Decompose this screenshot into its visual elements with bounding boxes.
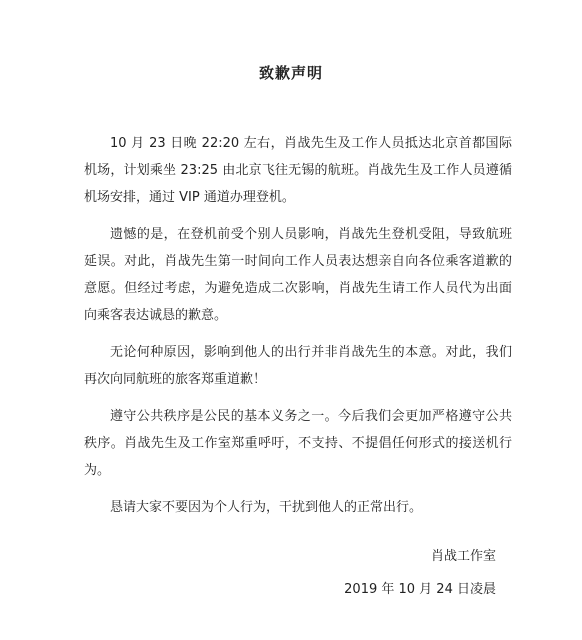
paragraph-5: 恳请大家不要因为个人行为，干扰到他人的正常出行。: [110, 500, 423, 515]
signature-date: 2019 年 10 月 24 日凌晨: [344, 582, 496, 597]
document-body: [84, 130, 512, 531]
paragraph-1: 10 月 23 日晚 22:20 左右，肖战先生及工作人员抵达北京首都国际机场，计划乘坐 23:25 由北京飞往无锡的航班。肖战先生及工作人员遵循机场安排，通过 VIP 通道办理登机。: [84, 136, 512, 205]
paragraph-4: 遵守公共秩序是公民的基本义务之一。今后我们会更加严格遵守公共秩序。肖战先生及工作室郑重呼吁，不支持、不提倡任何形式的接送机行为。: [84, 409, 512, 478]
signature-organization: 肖战工作室: [430, 549, 496, 564]
paragraph-2: 遗憾的是，在登机前受个别人员影响，肖战先生登机受阻，导致航班延误。对此，肖战先生第一时间向工作人员表达想亲自向各位乘客道歉的意愿。但经过考虑，为避免造成二次影响，肖战先生请工作人员代为出面向乘客表达诚恳的歉意。: [84, 227, 512, 323]
document-title: 致歉声明: [258, 64, 323, 82]
paragraph-3: 无论何种原因，影响到他人的出行并非肖战先生的本意。对此，我们再次向同航班的旅客郑重道歉！: [84, 345, 512, 387]
